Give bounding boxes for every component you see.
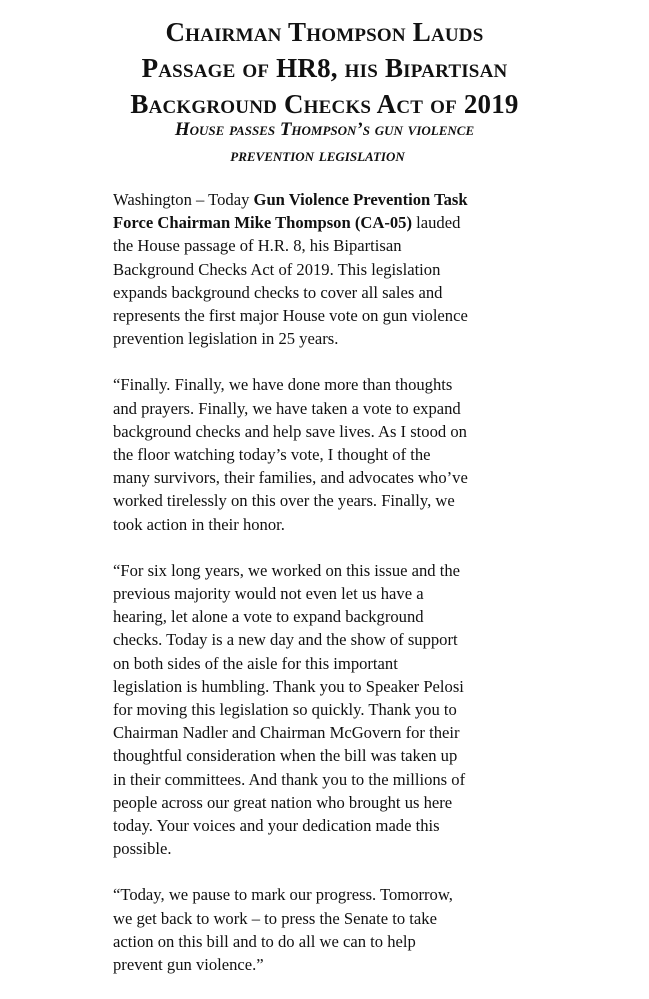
paragraph-line: people across our great nation who brought us here — [113, 792, 453, 812]
paragraph-line: “Today, we pause to mark our progress. Tomorrow, — [113, 885, 453, 905]
paragraph-intro — [113, 188, 533, 350]
paragraph-line: legislation is humbling. Thank you to Speaker Pelosi — [113, 676, 464, 696]
paragraph-line: prevent gun violence.” — [113, 955, 264, 975]
headline-line-3: Background Checks Act of 2019 — [130, 89, 519, 119]
paragraph-quote-3 — [113, 883, 533, 976]
paragraph-line: for moving this legislation so quickly. Thank you to — [113, 700, 457, 720]
paragraph-line: “Finally. Finally, we have done more than thoughts — [113, 375, 453, 395]
paragraph-line: “For six long years, we worked on this issue and the — [113, 560, 461, 580]
subheadline-line-2: prevention legislation — [230, 145, 405, 166]
paragraph-line: checks. Today is a new day and the show of support — [113, 630, 458, 650]
paragraph-line — [113, 188, 533, 211]
paragraph-line: Chairman Nadler and Chairman McGovern for their — [113, 723, 460, 743]
paragraph-line: action on this bill and to do all we can to help — [113, 931, 416, 951]
dateline-text: Washington – Today — [113, 190, 254, 209]
paragraph-line: the floor watching today’s vote, I thought of the — [113, 445, 431, 465]
paragraph-quote-2 — [113, 559, 533, 861]
subheadline-line-1: House passes Thompson’s gun violence — [174, 119, 475, 140]
headline — [60, 14, 589, 122]
paragraph-line: many survivors, their families, and advocates who’ve — [113, 468, 468, 488]
paragraph-line: Background Checks Act of 2019. This legislation — [113, 259, 441, 279]
paragraph-line: took action in their honor. — [113, 514, 285, 534]
paragraph-line: background checks and help save lives. As I stood on — [113, 421, 467, 441]
paragraph-line: and prayers. Finally, we have taken a vote to expand — [113, 398, 461, 418]
paragraph-line: thoughtful consideration when the bill was taken up — [113, 746, 458, 766]
article-body — [113, 188, 533, 999]
paragraph-line: worked tirelessly on this over the years. Finally, we — [113, 491, 455, 511]
paragraph-line: on both sides of the aisle for this important — [113, 653, 398, 673]
paragraph-line: expands background checks to cover all sales and — [113, 282, 443, 302]
paragraph-quote-1 — [113, 373, 533, 535]
paragraph-line — [113, 211, 533, 234]
paragraph-line: we get back to work – to press the Senate to take — [113, 908, 437, 928]
chairman-name-bold: Gun Violence Prevention Task — [253, 190, 468, 209]
paragraph-line: hearing, let alone a vote to expand background — [113, 607, 424, 627]
paragraph-line: represents the first major House vote on gun violence — [113, 306, 468, 326]
paragraph-line: previous majority would not even let us have a — [113, 584, 424, 604]
paragraph-text: lauded — [412, 213, 461, 233]
headline-line-1: Chairman Thompson Lauds — [165, 17, 484, 47]
paragraph-line: prevention legislation in 25 years. — [113, 329, 339, 349]
paragraph-line: in their committees. And thank you to the millions of — [113, 769, 466, 789]
paragraph-line: the House passage of H.R. 8, his Bipartisan — [113, 236, 402, 256]
subheadline — [60, 117, 589, 169]
chairman-name-bold-cont: Force Chairman Mike Thompson (CA-05) — [113, 213, 412, 233]
paragraph-line: possible. — [113, 839, 172, 859]
headline-line-2: Passage of HR8, his Bipartisan — [141, 53, 508, 83]
paragraph-line: today. Your voices and your dedication made this — [113, 816, 440, 836]
